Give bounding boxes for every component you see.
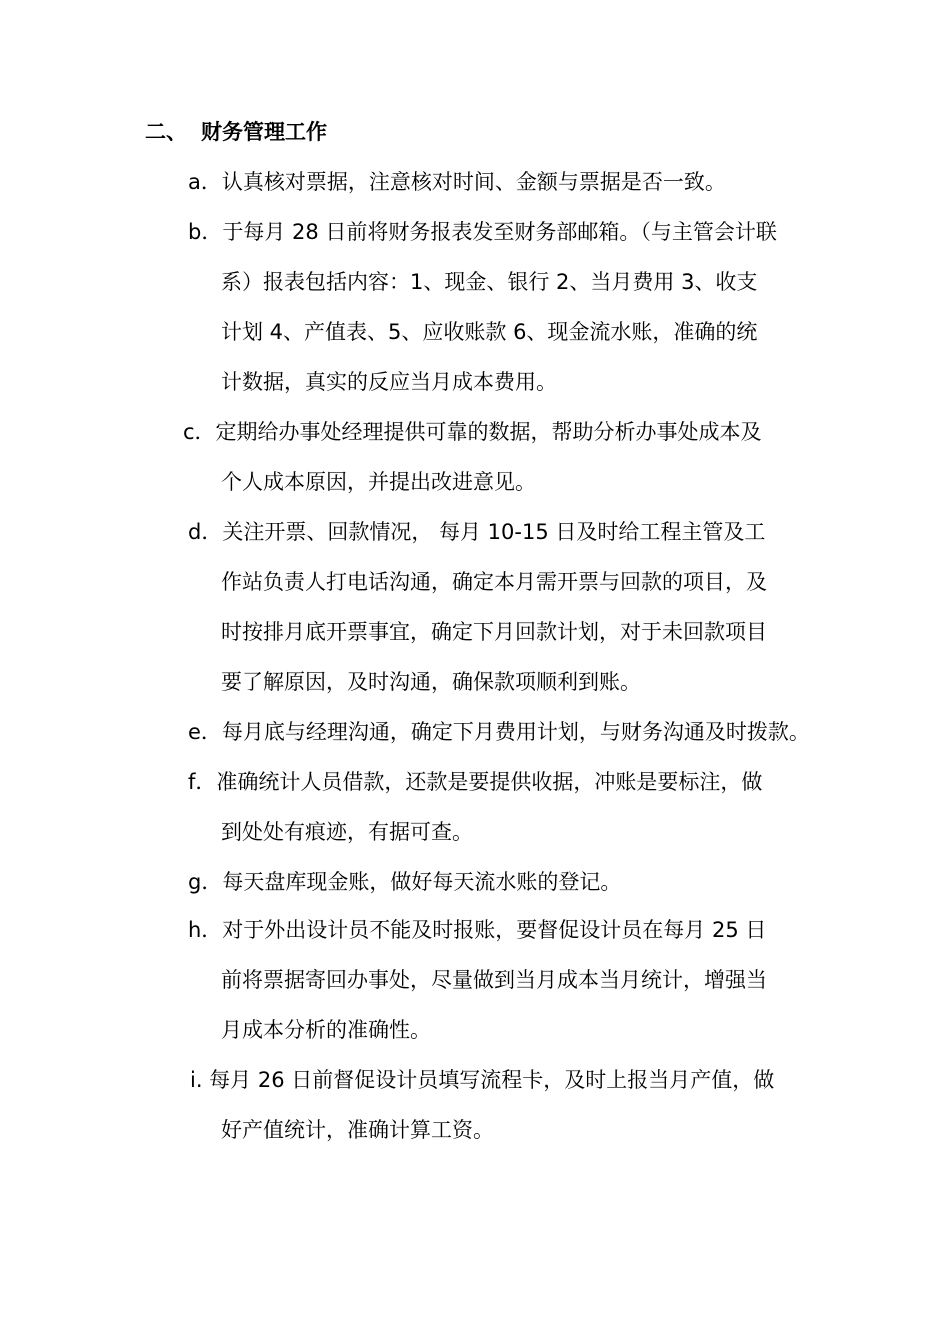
section-number: 二、 [145,120,187,144]
list-item-d-line-1: d．关注开票、回款情况， 每月 10-15 日及时给工程主管及工 [188,520,766,544]
list-item-d-line-2: 作站负责人打电话沟通，确定本月需开票与回款的项目，及 [221,570,767,594]
list-item-d-line-4: 要了解原因，及时沟通，确保款项顺利到账。 [221,670,641,694]
list-item-i-line-2: 好产值统计，准确计算工资。 [221,1118,494,1142]
section-title: 财务管理工作 [201,120,327,144]
list-item-h-line-1: h．对于外出设计员不能及时报账，要督促设计员在每月 25 日 [188,918,767,942]
list-item-c-line-1: c．定期给办事处经理提供可靠的数据，帮助分析办事处成本及 [183,420,762,444]
list-item-b-line-3: 计划 4、产值表、5、应收账款 6、现金流水账，准确的统 [221,320,758,344]
list-item-e-line-1: e．每月底与经理沟通，确定下月费用计划，与财务沟通及时拨款。 [188,720,810,744]
list-item-a-line-1: a．认真核对票据，注意核对时间、金额与票据是否一致。 [188,170,726,194]
list-item-f-line-2: 到处处有痕迹，有据可查。 [221,820,473,844]
list-item-h-line-2: 前将票据寄回办事处，尽量做到当月成本当月统计，增强当 [221,968,767,992]
list-item-c-line-2: 个人成本原因，并提出改进意见。 [221,470,536,494]
list-item-i-line-1: i. 每月 26 日前督促设计员填写流程卡，及时上报当月产值，做 [190,1068,775,1092]
list-item-b-line-2: 系）报表包括内容：1、现金、银行 2、当月费用 3、收支 [221,270,758,294]
list-item-h-line-3: 月成本分析的准确性。 [221,1018,431,1042]
list-item-d-line-3: 时按排月底开票事宜，确定下月回款计划，对于未回款项目 [221,620,767,644]
list-item-b-line-4: 计数据，真实的反应当月成本费用。 [221,370,557,394]
list-item-g-line-1: g．每天盘库现金账，做好每天流水账的登记。 [188,870,622,894]
list-item-b-line-1: b．于每月 28 日前将财务报表发至财务部邮箱。（与主管会计联 [188,220,777,244]
list-item-f-line-1: f．准确统计人员借款，还款是要提供收据，冲账是要标注，做 [188,770,763,794]
section-heading [145,116,327,148]
